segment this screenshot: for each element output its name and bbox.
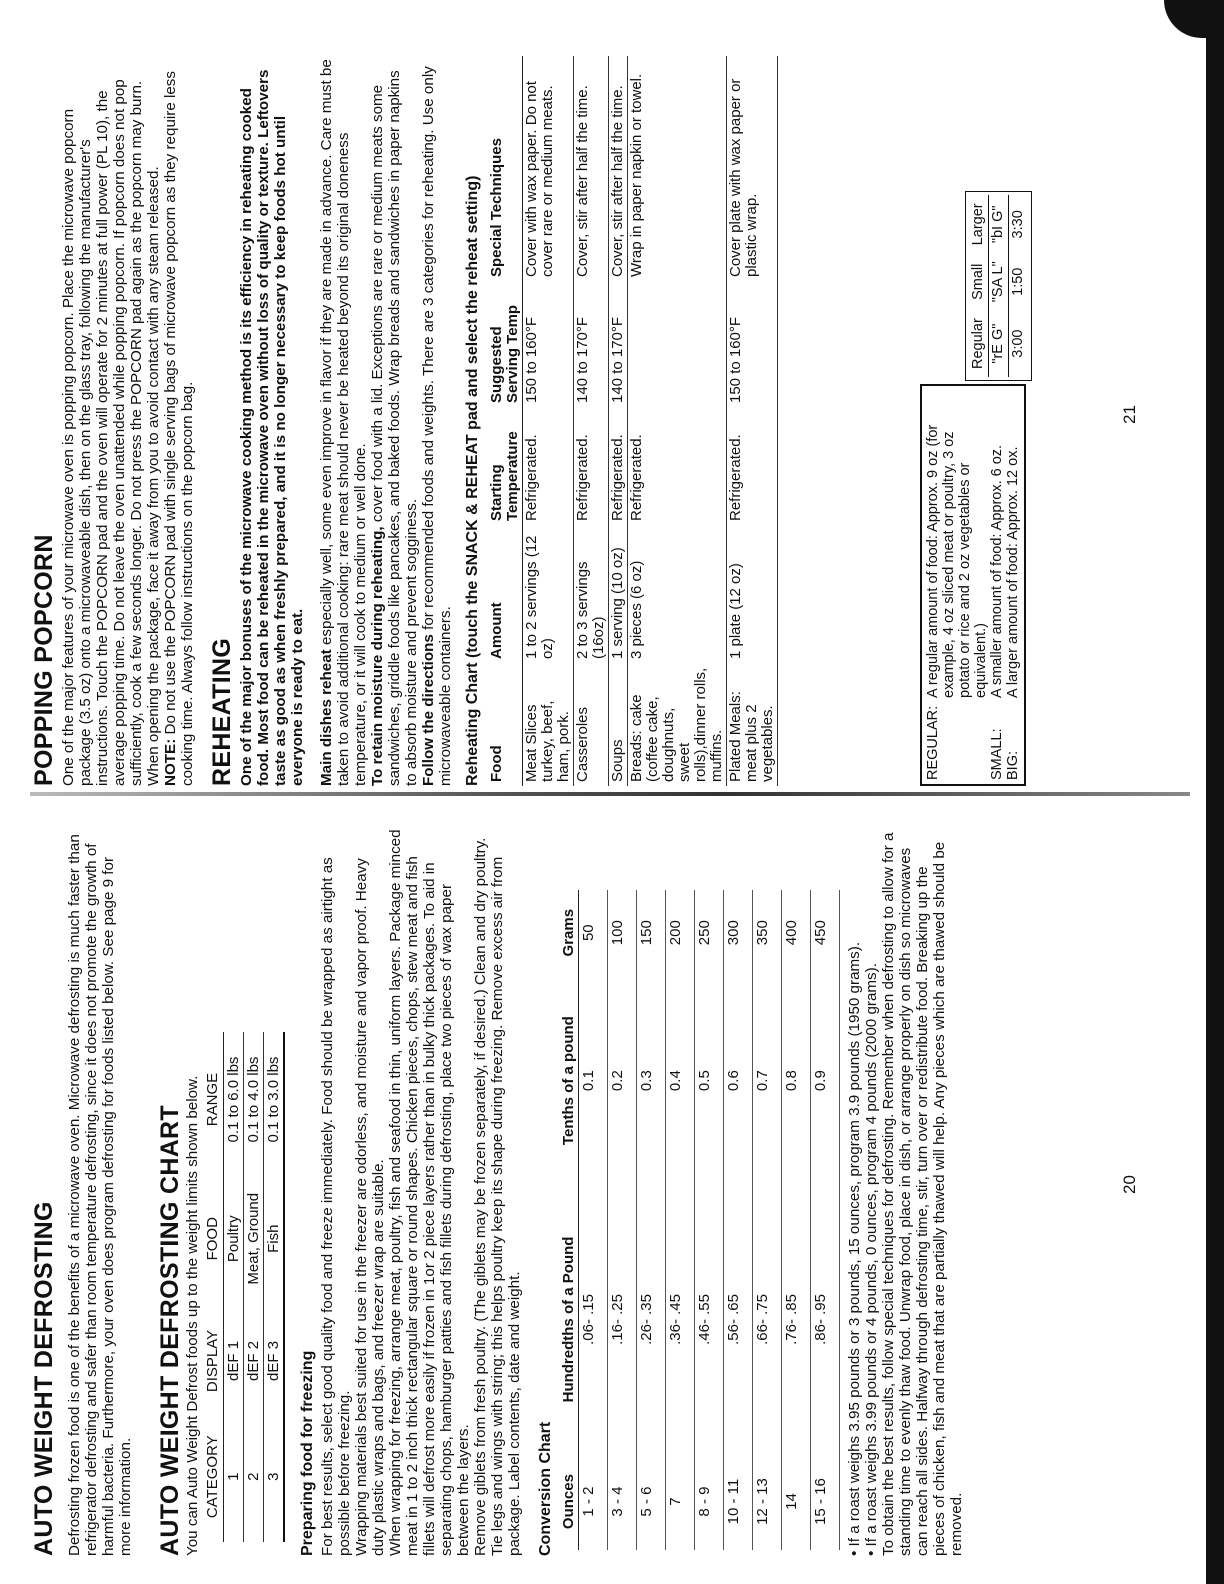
size-header: Larger [969,195,989,253]
defrost-tips: To obtain the best results, follow special techniques for defrosting. Remember when defrosting to allow for a standing time to evenly thaw food. Unwrap food, place in dish, or arrange properly on dish so microwaves can reach all sides. Halfway through defrosting time, stir, turn over or redistribute food. Breaking up the pieces of chicken, fish and meat that are partially thawed will help. Any pieces which are thawed should be removed. [880,832,965,1556]
table-cell: 1 serving (10 oz) [609,525,628,663]
table-cell: Refrigerated. [574,407,609,525]
col-header: Ounces [559,1453,579,1550]
defrost-chart-title: AUTO WEIGHT DEFROSTING CHART [156,1105,184,1556]
freezing-paragraph: For best results, select good quality food and freeze immediately. Food should be wrapped as airtight as possible before freezing. [319,857,353,1556]
col-header: Suggested Serving Temp [488,281,523,407]
table-cell: 0.2 [608,975,637,1185]
popcorn-text: One of the major features of your microwave oven is popping popcorn. Place the microwave popcorn package (3.5 oz) onto a microwaveable dish, then on the glass tray, following the manufacturer's instructions. Touch the POPCORN pad and the oven will operate for 2 minutes at full power (PL 10), the average popping time. Do not leave the oven unattended while popping popcorn. If popcorn does not pop sufficiently, cook a few seconds longer. Do not press the POPCORN pad again as the popcorn may burn. When opening the package, face it away from you to avoid contact with any steam released. [60,79,162,786]
table-cell: Refrigerated. [609,407,628,525]
size-display: "SA L" [989,253,1009,310]
table-cell: 450 [811,890,840,975]
reheat-paragraph [369,56,420,786]
table-cell: 150 to 160°F [523,281,574,407]
reheat-paragraph [420,56,454,786]
table-row [609,56,628,786]
table-cell: 0.9 [811,975,840,1185]
reheating-intro: One of the major bonuses of the microwave cooking method is its efficiency in reheating cooked food. Most food can be reheated in the microwave oven without loss of quality or texture. Leftovers taste as good as when freshly prepared, and it is no longer necessary to keep foods hot until everyone is ready to eat. [238,69,306,786]
table-cell: Meat Slices turkey, beef, ham, pork. [523,663,574,786]
table-row [523,56,574,786]
table-cell: 3 pieces (6 oz) [628,525,727,663]
col-header: Amount [488,525,523,663]
defrosting-intro: Defrosting frozen food is one of the benefits of a microwave oven. Microwave defrosting is much faster than refrigerator defrosting and safer than room temperature defrosting, since it does not promote the growth of harmful bacteria. Furthermore, your oven does program defrosting for foods listed below. See page 9 for more information. [66,834,134,1556]
table-cell: Soups [609,663,628,786]
table-cell: Refrigerated. [523,407,574,525]
table-cell: dEF 3 [264,1310,285,1411]
table-header-row [203,1032,224,1542]
page-number-21: 21 [1120,405,1139,424]
table-header-row [488,56,523,786]
table-cell: Casseroles [574,663,609,786]
table-row [989,195,1009,377]
legend-key: REGULAR: [925,705,941,780]
table-cell: dEF 1 [224,1310,244,1411]
table-cell: 14 [782,1453,811,1550]
table-row [695,890,724,1550]
freezing-paragraph: Remove giblets from fresh poultry. (The giblets may be frozen separately, if desired.) Clean and dry poultry. Tie legs and wings with string; this helps poultry keep its shape during freezing. Remove excess air from package. Label contents, date and weight. [472,837,523,1556]
table-row [727,56,778,786]
lead: To retain moisture during reheating, [369,526,386,786]
table-row [224,1032,244,1542]
table-cell: 0.1 to 4.0 lbs [244,1032,264,1167]
defrost-chart-intro: You can Auto Weight Defrost foods up to the weight limits shown below. [184,1075,201,1556]
col-header: Grams [559,890,579,975]
table-cell: 250 [695,890,724,975]
table-cell: 10 - 11 [724,1453,753,1550]
table-cell: 0.5 [695,975,724,1185]
size-time: 3:30 [1010,210,1026,239]
table-cell: 8 - 9 [695,1453,724,1550]
col-header: DISPLAY [203,1310,224,1411]
table-row [608,890,637,1550]
reheat-chart-title: Reheating Chart (touch the SNACK & REHEAT pad and select the reheat setting) [464,175,481,786]
body: cover food with a lid. Exceptions are rare or medium meats some sandwiches, griddle foods like pancakes, and baked foods. Wrap breads and sandwiches in paper napkins to absorb moisture and prevent sogginess. [369,70,420,786]
table-cell: 7 [666,1453,695,1550]
table-row [574,56,609,786]
table-cell: 3 - 4 [608,1453,637,1550]
note-text: Do not use the POPCORN pad with single serving bags of microwave popcorn as they require less cooking time. Always follow instructions on the popcorn bag. [162,71,196,786]
table-row [724,890,753,1550]
table-cell: 0.1 to 3.0 lbs [264,1032,285,1167]
lead: Follow the directions [420,634,437,786]
table-cell: 3 [264,1411,285,1542]
size-display: "rE G" [989,310,1009,377]
page-21 [30,56,1130,786]
table-row [637,890,666,1550]
table-cell: 0.4 [666,975,695,1185]
table-cell: 15 - 16 [811,1453,840,1550]
col-header: Hundredths of a Pound [559,1186,579,1453]
table-row [628,56,727,786]
table-cell: 140 to 170°F [609,281,628,407]
table-cell: Cover plate with wax paper or plastic wrap. [727,56,778,281]
table-cell: 1 [224,1411,244,1542]
freezing-paragraph: When wrapping for freezing, arrange meat, poultry, fish and seafood in thin, uniform layers. Package minced meat in 1 to 2 inch thick rectangular square or round shapes. Chicken pieces, chops, stew meat and fish fillets will defrost more easily if frozen in 1or 2 piece layers rather than in bulky thick packages. To aid in separating chops, hamburger patties and fish fillets during defrosting, place two pieces of wax paper between the layers. [387,829,472,1556]
table-cell: Cover, stir after half the time. [609,56,628,281]
table-cell: 0.1 to 6.0 lbs [224,1032,244,1167]
table-cell: Refrigerated. [727,407,778,525]
table-cell: 150 [637,890,666,975]
table-cell: Cover, stir after half the time. [574,56,609,281]
legend-value: A larger amount of food: Approx. 12 ox. [1005,446,1021,698]
table-cell: 1 - 2 [579,1453,608,1550]
table-cell: Fish [264,1167,285,1310]
reheating-title: REHEATING [208,637,236,786]
table-cell: 350 [753,890,782,975]
table-cell: 1 plate (12 oz) [727,525,778,663]
freezing-paragraph: Wrapping materials best suited for use in the freezer are odorless, and moisture and vapor proof. Heavy duty plastic wraps and bags, and freezer wrap are suitable. [353,858,387,1556]
table-cell: 1 to 2 servings (12 oz) [523,525,574,663]
col-header: RANGE [203,1032,224,1167]
table-cell: .66- .75 [753,1186,782,1453]
table-row [264,1032,285,1542]
table-cell: 0.1 [579,975,608,1185]
table-header-row [559,890,579,1550]
roast-note: • If a roast weighs 3.99 pounds or 4 pounds, 0 ounces, program 4 pounds (2000 grams). [863,963,880,1556]
legend-key: BIG: [1005,750,1021,780]
conversion-table [559,890,840,1550]
table-cell: Plated Meals: meat plus 2 vegetables. [727,663,778,786]
legend-key: SMALL: [989,728,1005,780]
size-header: Regular [969,310,989,377]
col-header: FOOD [203,1167,224,1310]
col-header: Food [488,663,523,786]
col-header: Special Techniques [488,56,523,281]
legend-row [989,390,1005,780]
table-cell: 100 [608,890,637,975]
table-row [782,890,811,1550]
table-cell: .56- .65 [724,1186,753,1453]
popcorn-note [162,56,196,786]
conversion-title: Conversion Chart [537,1421,554,1556]
table-cell: Refrigerated. [628,407,727,525]
col-header: Starting Temperature [488,407,523,525]
table-cell: Breads: cake (coffee cake, doughnuts, sweet rolls),dinner rolls, muffins. [628,663,727,786]
reheat-paragraph [318,56,369,786]
portion-legend [920,384,1026,786]
roast-note: • If a roast weighs 3.95 pounds or 3 pounds, 15 ounces, program 3.9 pounds (1950 grams). [846,941,863,1556]
table-row [666,890,695,1550]
table-cell: 0.3 [637,975,666,1185]
table-cell: .76- .85 [782,1186,811,1453]
size-display: "bI G" [989,195,1009,253]
table-cell: 0.8 [782,975,811,1185]
table-cell: Wrap in paper napkin or towel. [628,56,727,281]
table-cell: 200 [666,890,695,975]
table-cell: 300 [724,890,753,975]
body: especially well, some even improve in flavor if they are made in advance. Care must be taken to avoid additional cooking: rare meat should never be heated beyond its original doneness temperature, or it will cook to medium or well done. [318,59,369,786]
lead: Main dishes reheat [318,649,335,786]
defrosting-title: AUTO WEIGHT DEFROSTING [30,1201,58,1556]
table-cell: .06- .15 [579,1186,608,1453]
table-cell: .46- .55 [695,1186,724,1453]
table-row [1009,195,1029,377]
note-label: NOTE: [162,738,179,786]
table-cell: 5 - 6 [637,1453,666,1550]
legend-row [1005,390,1021,780]
table-row [753,890,782,1550]
table-header-row [969,195,989,377]
table-cell: 0.6 [724,975,753,1185]
table-cell: .86- .95 [811,1186,840,1453]
table-cell: 12 - 13 [753,1453,782,1550]
popcorn-size-table [969,195,1028,377]
table-cell: .36- .45 [666,1186,695,1453]
col-header: CATEGORY [203,1411,224,1542]
table-cell: Poultry [224,1167,244,1310]
table-cell: 150 to 160°F [727,281,778,407]
popcorn-size-box [965,191,1032,381]
defrost-chart-table [203,1032,285,1542]
table-cell: .16- .25 [608,1186,637,1453]
table-row [579,890,608,1550]
table-cell [628,281,727,407]
table-cell: .26- .35 [637,1186,666,1453]
table-cell: 2 [244,1411,264,1542]
freezing-title: Preparing food for freezing [299,1350,316,1556]
size-time: 3:00 [1010,329,1026,358]
table-cell: 400 [782,890,811,975]
col-header: Tenths of a pound [559,975,579,1185]
page-number-20: 20 [1120,1175,1139,1194]
table-cell: dEF 2 [244,1310,264,1411]
popcorn-title: POPPING POPCORN [30,534,58,786]
table-row [811,890,840,1550]
table-row [244,1032,264,1542]
size-header: Small [969,253,989,310]
table-cell: Cover with wax paper. Do not cover rare or medium meats. [523,56,574,281]
legend-row [925,390,989,780]
page-20 [30,826,965,1556]
reheat-chart-table [488,56,778,786]
table-cell: 2 to 3 servings (16oz) [574,525,609,663]
table-cell: 50 [579,890,608,975]
table-cell: Meat, Ground [244,1167,264,1310]
legend-value: A smaller amount of food: Approx. 6 oz. [989,444,1005,698]
table-cell: 140 to 170°F [574,281,609,407]
table-cell: 0.7 [753,975,782,1185]
legend-value: A regular amount of food: Approx. 9 oz (for example, 4 oz sliced meat or poultry, 3 oz potato or rice and 2 oz vegetables or equivalent.) [925,424,989,698]
size-time: 1:50 [1010,267,1026,296]
body: for recommended foods and weights. There are 3 categories for reheating. Use only microwaveable containers. [420,66,454,786]
